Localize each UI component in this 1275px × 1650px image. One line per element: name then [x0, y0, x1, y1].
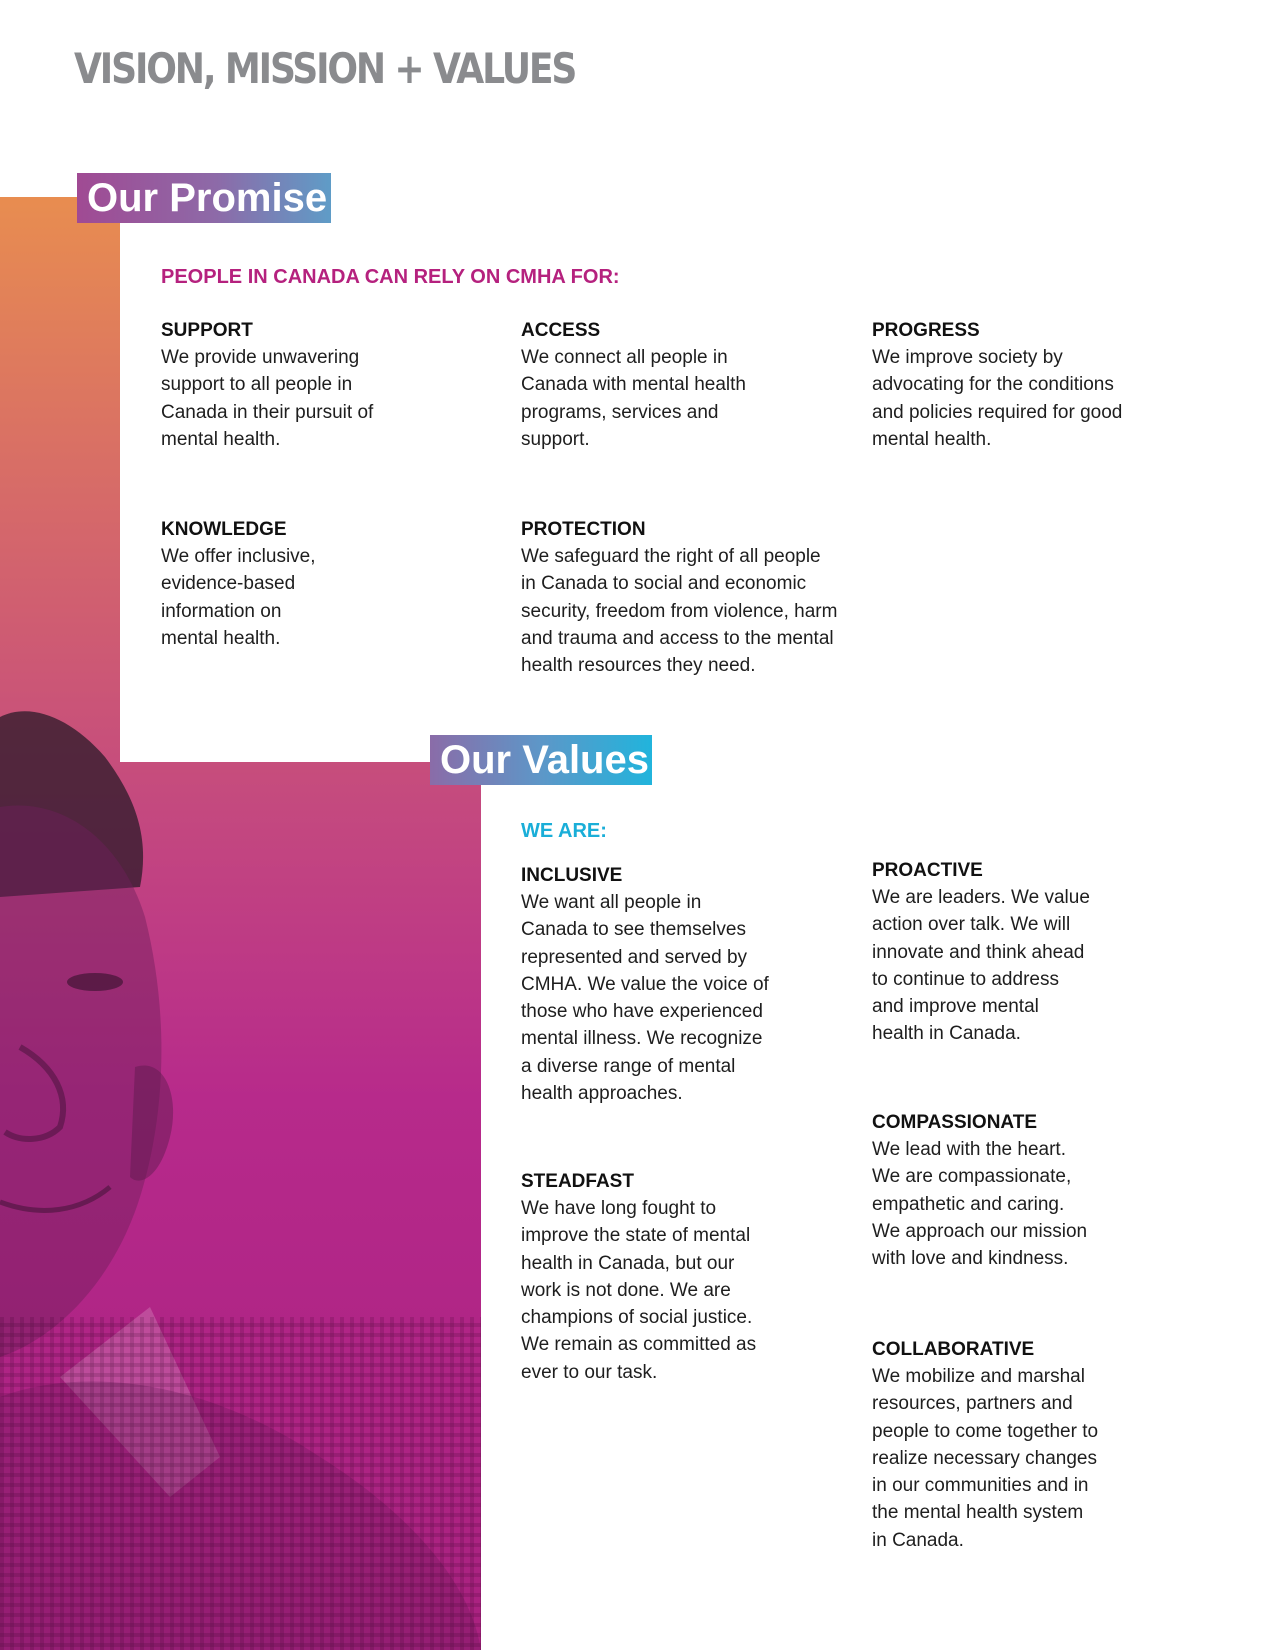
promise-item-text: We offer inclusive, evidence-based information on mental health. — [161, 546, 316, 649]
promise-item-knowledge — [161, 516, 316, 652]
promise-item-title: PROTECTION — [521, 519, 646, 540]
promise-item-title: SUPPORT — [161, 320, 253, 341]
values-item-title: PROACTIVE — [872, 860, 983, 881]
portrait-ear — [130, 1065, 173, 1180]
values-item-text: We want all people in Canada to see themselves represented and served by CMHA. We value the voice of those who have experienced mental illness. We recognize a diverse range of mental health approaches. — [521, 892, 769, 1105]
values-heading: Our Values — [430, 735, 652, 785]
values-item-text: We mobilize and marshal resources, partners and people to come together to realize necessary changes in our communities and in the mental health system in Canada. — [872, 1366, 1099, 1551]
promise-item-progress — [872, 317, 1122, 453]
values-item-title: INCLUSIVE — [521, 865, 623, 886]
promise-heading: Our Promise — [77, 173, 331, 223]
values-item-text: We have long fought to improve the state of mental health in Canada, but our work is not done. We are champions of social justice. We remain as committed as ever to our task. — [521, 1198, 757, 1383]
values-item-title: COMPASSIONATE — [872, 1112, 1038, 1133]
shirt-pattern — [0, 1317, 481, 1650]
values-item-text: We lead with the heart. We are compassionate, empathetic and caring. We approach our mission with love and kindness. — [872, 1139, 1088, 1270]
values-item-text: We are leaders. We value action over talk. We will innovate and think ahead to continue to address and improve mental health in Canada. — [872, 887, 1090, 1045]
promise-item-text: We provide unwavering support to all people in Canada in their pursuit of mental health. — [161, 347, 374, 450]
values-item-inclusive — [521, 862, 769, 1107]
values-item-proactive — [872, 857, 1090, 1048]
values-item-collaborative — [872, 1336, 1098, 1554]
page-title: VISION, MISSION + VALUES — [74, 44, 576, 93]
promise-item-text: We connect all people in Canada with mental health programs, services and support. — [521, 347, 746, 450]
promise-item-title: ACCESS — [521, 320, 601, 341]
promise-item-title: KNOWLEDGE — [161, 519, 287, 540]
values-item-title: COLLABORATIVE — [872, 1339, 1035, 1360]
promise-item-support — [161, 317, 373, 453]
promise-lead: PEOPLE IN CANADA CAN RELY ON CMHA FOR: — [161, 266, 620, 288]
promise-item-protection — [521, 516, 837, 679]
values-item-title: STEADFAST — [521, 1171, 634, 1192]
promise-item-access — [521, 317, 746, 453]
promise-item-text: We safeguard the right of all people in Canada to social and economic security, freedom from violence, harm and trauma and access to the mental health resources they need. — [521, 546, 838, 677]
promise-item-title: PROGRESS — [872, 320, 980, 341]
values-item-compassionate — [872, 1109, 1087, 1272]
portrait-eye — [67, 973, 123, 991]
promise-item-text: We improve society by advocating for the conditions and policies required for good mental health. — [872, 347, 1123, 450]
values-lead: WE ARE: — [521, 820, 607, 842]
values-item-steadfast — [521, 1168, 756, 1386]
